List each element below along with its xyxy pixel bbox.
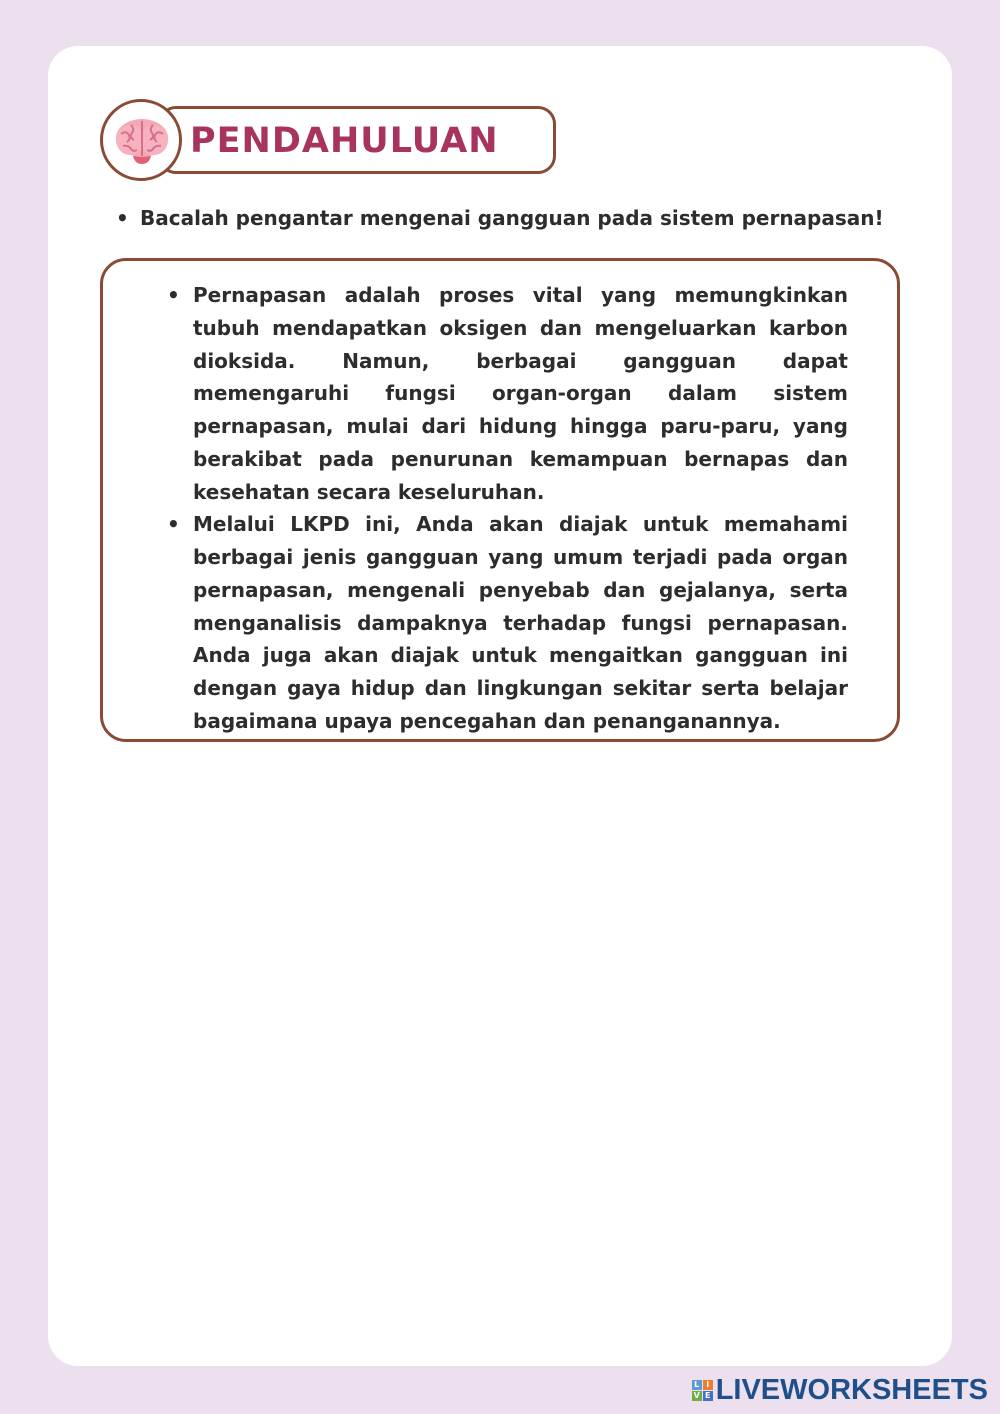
logo-letter: E xyxy=(703,1391,713,1401)
logo-letter: V xyxy=(693,1390,700,1400)
logo-letter: L xyxy=(692,1380,702,1390)
reading-list xyxy=(193,279,848,738)
instruction-line xyxy=(116,203,896,233)
reading-paragraph: • Melalui LKPD ini, Anda akan diajak untuk memahami berbagai jenis gangguan yang umum terjadi pada organ pernapasan, mengenali penyebab dan gejalanya, serta menganalisis dampaknya terhadap fungsi pernapasan. Anda juga akan diajak untuk mengaitkan gangguan ini dengan gaya hidup dan lingkungan sekitar serta belajar bagaimana upaya pencegahan dan penanganannya. xyxy=(193,508,848,737)
logo-letter: I xyxy=(703,1380,713,1390)
section-title: PENDAHULUAN xyxy=(190,121,499,161)
brain-icon xyxy=(111,112,173,170)
liveworksheets-watermark xyxy=(692,1372,988,1408)
instruction-text: Bacalah pengantar mengenai gangguan pada sistem pernapasan! xyxy=(140,206,884,230)
instruction-bullet: • xyxy=(116,206,129,230)
watermark-text: LIVEWORKSHEETS xyxy=(715,1373,988,1406)
liveworksheets-logo-icon xyxy=(692,1380,713,1401)
brain-icon-badge xyxy=(100,99,182,181)
reading-paragraph: • Pernapasan adalah proses vital yang memungkinkan tubuh mendapatkan oksigen dan mengeluarkan karbon dioksida. Namun, berbagai gangguan dapat memengaruhi fungsi organ-organ dalam sistem pernapasan, mulai dari hidung hingga paru-paru, yang berakibat pada penurunan kemampuan bernapas dan kesehatan secara keseluruhan. xyxy=(193,279,848,508)
